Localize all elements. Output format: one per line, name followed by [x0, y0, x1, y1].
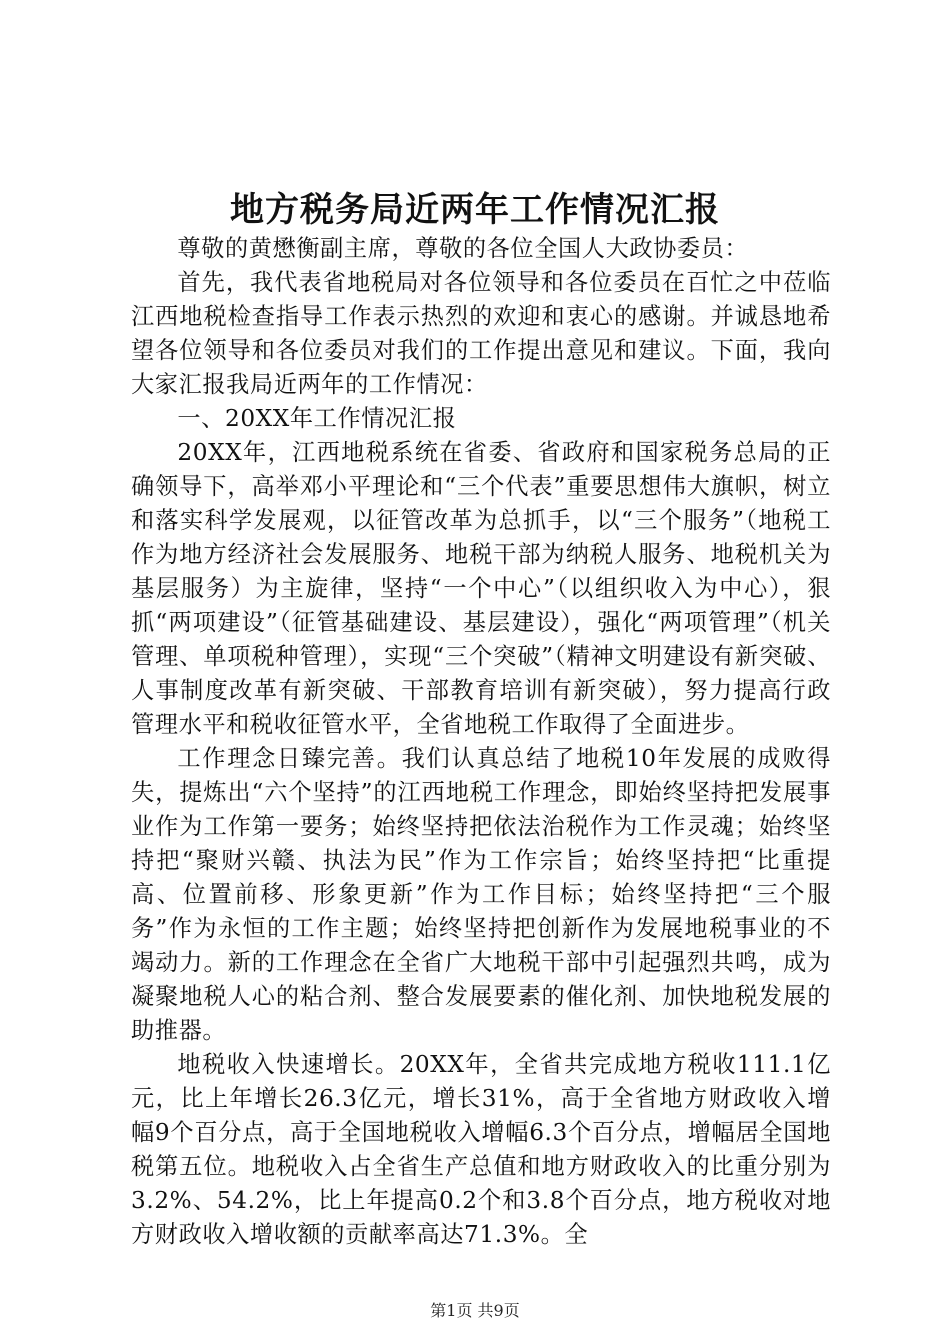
work-philosophy-paragraph: 工作理念日臻完善。我们认真总结了地税10年发展的成败得失，提炼出“六个坚持”的江西地税工作理念，即始终坚持把发展事业作为工作第一要务；始终坚持把依法治税作为工作灵魂；始终坚持把“聚财兴赣、执法为民”作为工作宗旨；始终坚持把“比重提高、位置前移、形象更新”作为工作目标；始终坚持把“三个服务”作为永恒的工作主题；始终坚持把创新作为发展地税事业的不竭动力。新的工作理念在全省广大地税干部中引起强烈共鸣，成为凝聚地税人心的粘合剂、整合发展要素的催化剂、加快地税发展的助推器。	[131, 745, 831, 1044]
section-heading: 一、20XX年工作情况汇报	[177, 405, 457, 432]
page-number-footer: 第1页 共9页	[430, 1301, 520, 1320]
document-title: 地方税务局近两年工作情况汇报	[230, 190, 720, 230]
document-body	[131, 232, 831, 1252]
opening-paragraph: 首先，我代表省地税局对各位领导和各位委员在百忙之中莅临江西地税检查指导工作表示热烈的欢迎和衷心的感谢。并诚恳地希望各位领导和各位委员对我们的工作提出意见和建议。下面，我向大家汇报我局近两年的工作情况：	[131, 269, 831, 398]
salutation-paragraph: 尊敬的黄懋衡副主席，尊敬的各位全国人大政协委员：	[177, 235, 749, 262]
overview-paragraph: 20XX年，江西地税系统在省委、省政府和国家税务总局的正确领导下，高举邓小平理论和“三个代表”重要思想伟大旗帜，树立和落实科学发展观，以征管改革为总抓手，以“三个服务”（地税工作为地方经济社会发展服务、地税干部为纳税人服务、地税机关为基层服务）为主旋律，坚持“一个中心”（以组织收入为中心），狠抓“两项建设”（征管基础建设、基层建设），强化“两项管理”（机关管理、单项税种管理），实现“三个突破”（精神文明建设有新突破、人事制度改革有新突破、干部教育培训有新突破），努力提高行政管理水平和税收征管水平，全省地税工作取得了全面进步。	[131, 439, 831, 738]
revenue-growth-paragraph: 地税收入快速增长。20XX年，全省共完成地方税收111.1亿元，比上年增长26.3亿元，增长31%，高于全省地方财政收入增幅9个百分点，高于全国地税收入增幅6.3个百分点，增幅居全国地税第五位。地税收入占全省生产总值和地方财政收入的比重分别为3.2%、54.2%，比上年提高0.2个和3.8个百分点，地方税收对地方财政收入增收额的贡献率高达71.3%。全	[131, 1051, 831, 1248]
